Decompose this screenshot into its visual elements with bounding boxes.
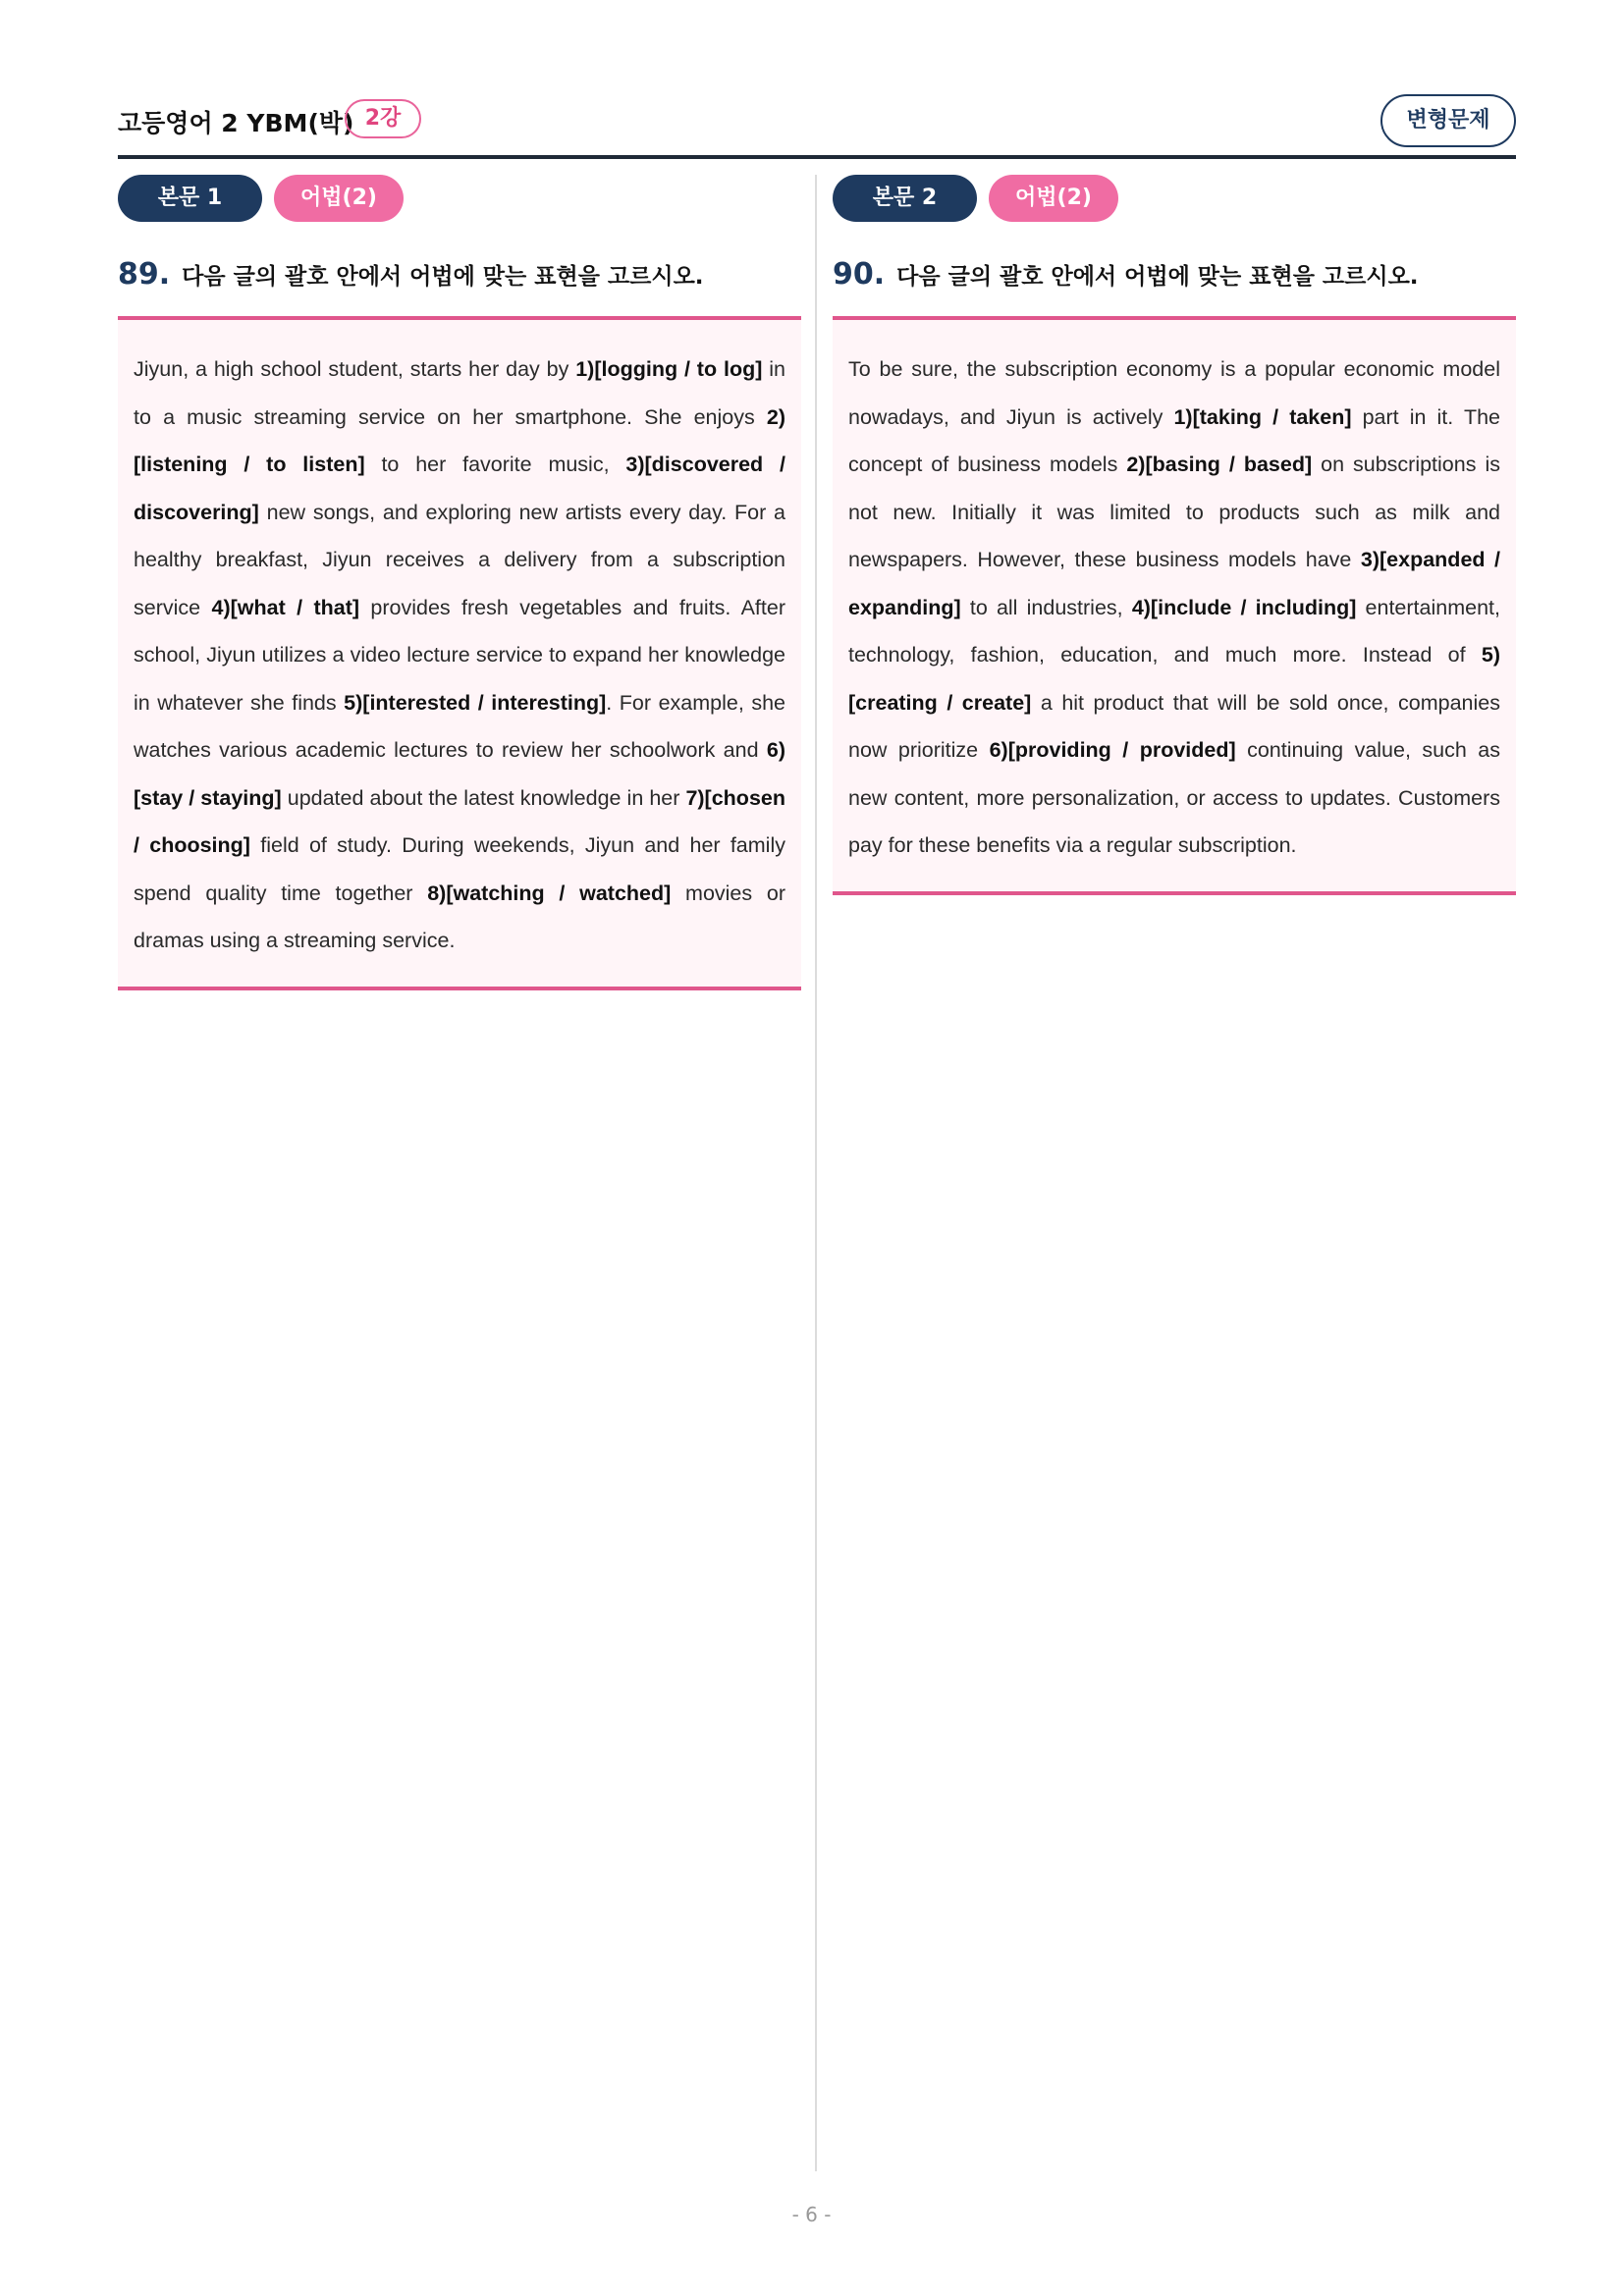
- question-number: 90.: [833, 257, 886, 292]
- passage-tag: 본문 1: [118, 175, 262, 222]
- course-title: 고등영어 2 YBM(박): [118, 109, 354, 137]
- blank-choice: 7)[chosen / choosing]: [134, 785, 785, 857]
- passage-segment: to all industries,: [960, 595, 1132, 619]
- blank-choice: 4)[include / including]: [1131, 595, 1357, 619]
- blank-choice: 1)[logging / to log]: [575, 357, 763, 381]
- blank-choice: 4)[what / that]: [211, 595, 360, 619]
- passage-segment: updated about the latest knowledge in her: [281, 785, 686, 810]
- blank-choice: 5)[creating / create]: [848, 643, 1500, 715]
- blank-choice: 2)[listening / to listen]: [134, 404, 785, 476]
- blank-choice: 1)[taking / taken]: [1173, 404, 1352, 429]
- question-text: 다음 글의 괄호 안에서 어법에 맞는 표현을 고르시오.: [896, 264, 1419, 290]
- passage-segment: movies or dramas using a streaming service.: [134, 881, 785, 952]
- question-type-badge: 변형문제: [1380, 94, 1516, 147]
- passage-segment: entertainment, technology, fashion, education, and much more. Instead of: [848, 595, 1500, 667]
- blank-choice: 2)[basing / based]: [1126, 453, 1313, 476]
- left-column: [118, 175, 801, 990]
- passage-text: [848, 346, 1500, 870]
- right-column: [833, 175, 1516, 895]
- passage-segment: on subscriptions is not new. Initially it was limited to products such as milk and newspapers. However, these business models have: [848, 453, 1500, 571]
- question-89: [118, 257, 801, 296]
- blank-choice: 6)[stay / staying]: [134, 738, 785, 810]
- blank-choice: 3)[discovered / discovering]: [134, 453, 785, 524]
- question-90: [833, 257, 1516, 296]
- passage-segment: field of study. During weekends, Jiyun and her family spend quality time together: [134, 833, 785, 905]
- passage-segment: a hit product that will be sold once, companies now prioritize: [848, 690, 1501, 762]
- passage-text: [134, 346, 785, 965]
- passage-segment: to her favorite music,: [364, 453, 626, 476]
- column-divider: [815, 175, 817, 2171]
- blank-choice: 3)[expanded / expanding]: [848, 548, 1500, 619]
- question-text: 다음 글의 괄호 안에서 어법에 맞는 표현을 고르시오.: [182, 264, 704, 290]
- page-header: [118, 94, 1516, 159]
- passage-box: [118, 316, 801, 990]
- lesson-badge: 2강: [345, 99, 421, 138]
- right-tags: [833, 175, 1516, 222]
- passage-segment: To be sure, the subscription economy is a popular economic model nowadays, and Jiyun is actively: [848, 357, 1500, 429]
- header-rule: [118, 155, 1516, 159]
- passage-segment: new songs, and exploring new artists every day. For a healthy breakfast, Jiyun receives a delivery from a subscription service: [134, 500, 785, 619]
- passage-segment: provides fresh vegetables and fruits. After school, Jiyun utilizes a video lecture service to expand her knowledge in whatever she finds: [134, 595, 785, 715]
- passage-segment: in to a music streaming service on her smartphone. She enjoys: [134, 357, 785, 429]
- passage-box: [833, 316, 1516, 895]
- passage-tag: 본문 2: [833, 175, 977, 222]
- passage-segment: Jiyun, a high school student, starts her day by: [134, 357, 576, 381]
- passage-segment: continuing value, such as new content, more personalization, or access to updates. Customers pay for these benefits via a regular subscription.: [848, 738, 1500, 857]
- grammar-tag: 어법(2): [274, 175, 404, 222]
- page-number: - 6 -: [791, 2203, 832, 2226]
- passage-segment: . For example, she watches various academic lectures to review her schoolwork and: [134, 690, 786, 762]
- blank-choice: 5)[interested / interesting]: [344, 690, 607, 715]
- grammar-tag: 어법(2): [989, 175, 1118, 222]
- question-number: 89.: [118, 257, 171, 292]
- blank-choice: 6)[providing / provided]: [989, 738, 1236, 762]
- blank-choice: 8)[watching / watched]: [427, 881, 672, 905]
- left-tags: [118, 175, 801, 222]
- passage-segment: part in it. The concept of business models: [848, 404, 1500, 476]
